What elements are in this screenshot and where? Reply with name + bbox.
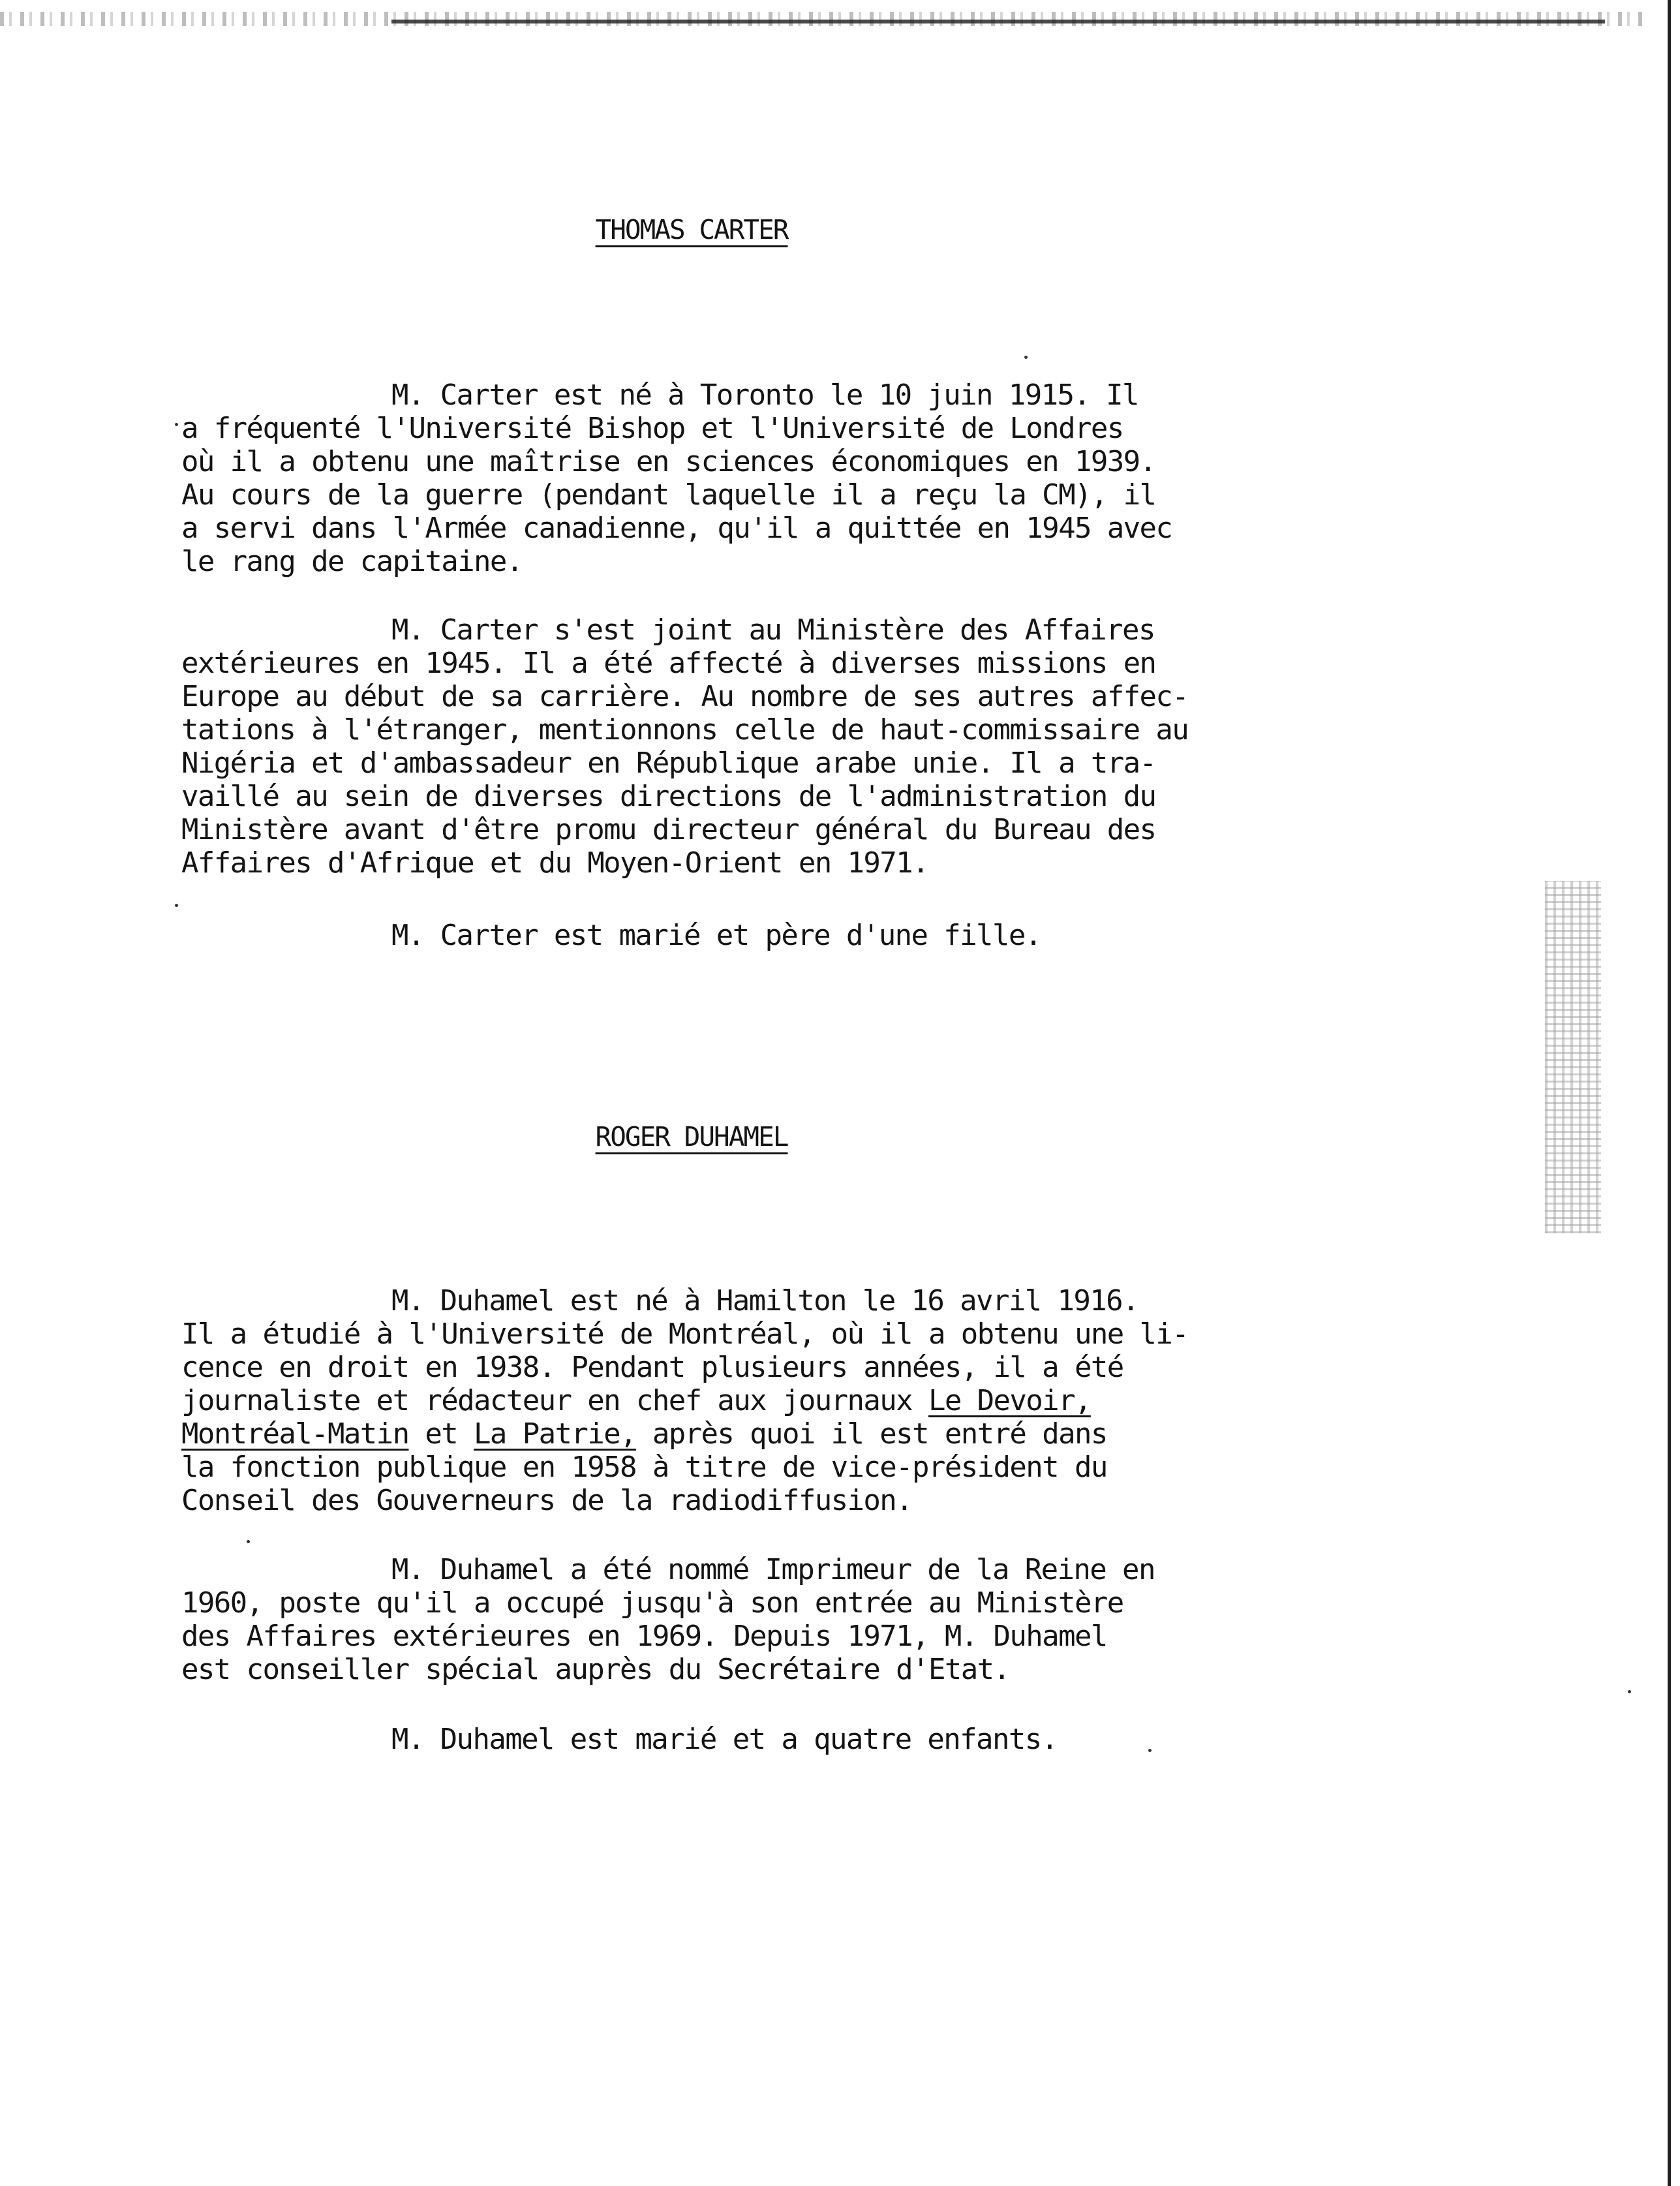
scan-top-edge-artifact [0,12,1644,26]
text-line: où il a obtenu une maîtrise en sciences économiques en 1939. [181,445,1156,478]
duhamel-paragraph-career [181,1553,1238,1686]
scan-speck [1024,356,1028,359]
section-heading-carter: THOMAS CARTER [595,214,788,245]
text-line: Au cours de la guerre (pendant laquelle il a reçu la CM), il [181,478,1156,512]
text-line: M. Carter s'est joint au Ministère des Affaires [391,613,1155,647]
duhamel-paragraph-family [181,1723,1238,1756]
text-fragment: journaliste et rédacteur en chef aux journaux [181,1384,928,1417]
text-line: 1960, poste qu'il a occupé jusqu'à son entrée au Ministère [181,1586,1123,1620]
text-line [181,1384,1238,1417]
newspaper-title: Montréal-Matin [181,1417,409,1451]
scan-right-edge [1668,0,1671,2186]
text-line: la fonction publique en 1958 à titre de vice-président du [181,1451,1107,1484]
duhamel-paragraph-birth-education [181,1284,1238,1517]
section-heading-duhamel: ROGER DUHAMEL [595,1121,788,1152]
text-line: M. Duhamel est marié et a quatre enfants. [391,1723,1058,1756]
text-line: M. Duhamel a été nommé Imprimeur de la Reine en [391,1553,1155,1586]
text-line: est conseiller spécial auprès du Secrétaire d'Etat. [181,1653,1010,1686]
text-line: des Affaires extérieures en 1969. Depuis 1971, M. Duhamel [181,1620,1107,1653]
text-line: M. Duhamel est né à Hamilton le 16 avril 1916. [391,1284,1138,1317]
text-line: tations à l'étranger, mentionnons celle de haut-commissaire au [181,713,1189,747]
carter-paragraph-birth-education [181,378,1238,578]
text-line: le rang de capitaine. [181,545,523,578]
text-line: Affaires d'Afrique et du Moyen-Orient en 1971. [181,846,928,880]
scan-speck [1628,1690,1631,1693]
text-line: Europe au début de sa carrière. Au nombre de ses autres affec- [181,680,1189,713]
scan-margin-marks [1545,881,1601,1233]
text-line: a fréquenté l'Université Bishop et l'Université de Londres [181,412,1123,445]
text-line: M. Carter est marié et père d'une fille. [391,919,1041,952]
scan-speck [175,423,178,426]
newspaper-title: La Patrie, [474,1417,636,1451]
text-line: M. Carter est né à Toronto le 10 juin 1915. Il [391,378,1138,412]
carter-paragraph-family [181,919,1238,952]
text-fragment: après quoi il est entré dans [635,1417,1107,1451]
text-line [181,1417,1238,1451]
text-line: a servi dans l'Armée canadienne, qu'il a quittée en 1945 avec [181,512,1172,545]
text-line: Il a étudié à l'Université de Montréal, où il a obtenu une li- [181,1317,1189,1351]
scan-speck [175,904,178,907]
carter-paragraph-career [181,613,1238,880]
scan-speck [247,1540,250,1543]
text-line: Nigéria et d'ambassadeur en République arabe unie. Il a tra- [181,747,1156,780]
text-line: Conseil des Gouverneurs de la radiodiffusion. [181,1484,913,1517]
scan-top-rule [391,20,1605,23]
text-fragment: et [408,1417,474,1451]
text-line: Ministère avant d'être promu directeur général du Bureau des [181,813,1156,846]
text-line: cence en droit en 1938. Pendant plusieurs années, il a été [181,1351,1123,1384]
newspaper-title: Le Devoir, [928,1384,1091,1417]
text-line: extérieures en 1945. Il a été affecté à diverses missions en [181,647,1156,680]
text-line: vaillé au sein de diverses directions de l'administration du [181,780,1156,813]
